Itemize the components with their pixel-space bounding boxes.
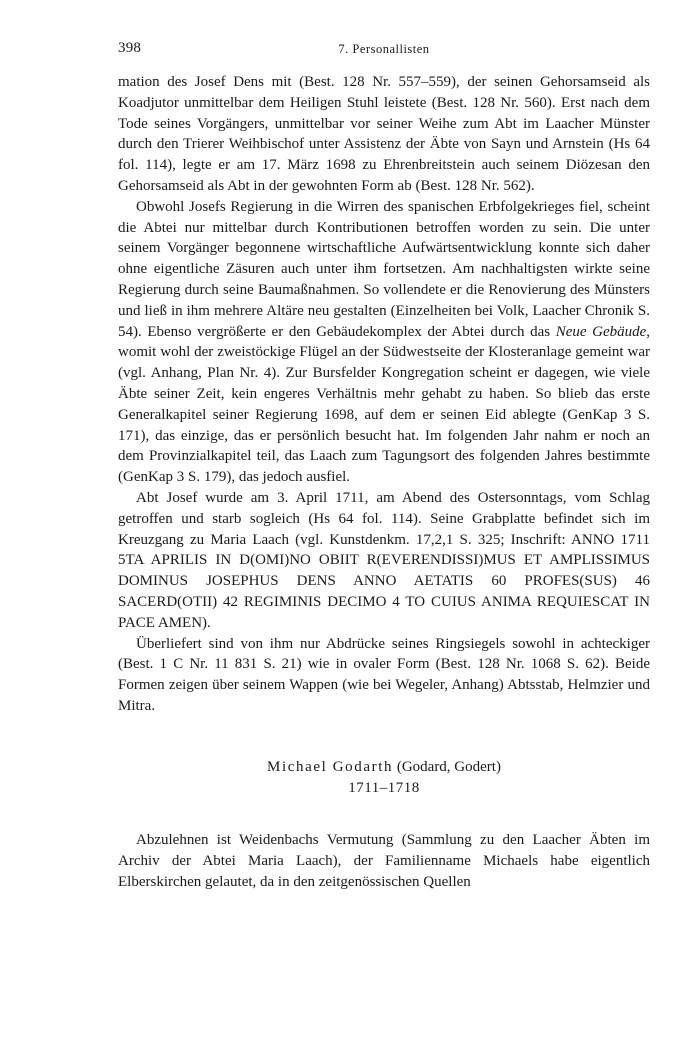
section-heading-name: Michael Godarth (267, 758, 394, 775)
paragraph-tod: Abt Josef wurde am 3. April 1711, am Abend des Ostersonntags, vom Schlag getroffen und starb sogleich (Hs 64 fol. 114). Seine Grabplatte befindet sich im Kreuzgang zu Maria Laach (vgl. Kunstdenkm. 17,2,1 S. 325; Inschrift: ANNO 1711 5TA APRILIS IN D(OMI)NO OBIIT R(EVERENDISSI)MUS ET AMPLISSIMUS DOMINUS JOSEPHUS DENS ANNO AETATIS 60 PROFES(SUS) 46 SACERD(OTII) 42 REGIMINIS DECIMO 4 TO CUIUS ANIMA REQUIESCAT IN PACE AMEN). (118, 489, 650, 631)
section-heading (118, 757, 650, 778)
section-years: 1711–1718 (348, 779, 420, 796)
page-body (118, 72, 650, 893)
section-heading-variants: (Godard, Godert) (396, 758, 501, 775)
running-head: 7. Personallisten (338, 42, 430, 56)
paragraph-text: Obwohl Josefs Regierung in die Wirren des spanischen Erbfolgekrieges fiel, scheint die Abtei nur mittelbar durch Kontributionen betroffen worden zu sein. Die unter seinem Vorgänger begonnene wirtschaftliche Aufwärtsentwicklung konnte sich daher ohne eigentliche Zäsuren auch unter ihm fortsetzen. Am nachhaltigsten wirkte seine Regierung durch seine Baumaßnahmen. So vollendete er die Renovierung des Münsters und ließ in ihm mehrere Altäre neu gestalten (Einzelheiten bei Volk, Laacher Chronik S. 54). Ebenso vergrößerte er den Gebäudekomplex der Abtei durch das (118, 198, 650, 340)
emphasis-neue-gebaeude: Neue Gebäude (555, 323, 647, 340)
paragraph-siegel: Überliefert sind von ihm nur Abdrücke seines Ringsiegels sowohl in achteckiger (Best. 1 C Nr. 11 831 S. 21) wie in ovaler Form (Best. 128 Nr. 1068 S. 62). Beide Formen zeigen über seinem Wappen (wie bei Wegeler, Anhang) Abtsstab, Helmzier und Mitra. (118, 635, 650, 714)
page-header (118, 40, 650, 64)
page-number: 398 (118, 40, 142, 56)
paragraph-text: , womit wohl der zweistöckige Flügel an der Südwestseite der Klosteranlage gemeint war (vgl. Anhang, Plan Nr. 4). Zur Bursfelder Kongregation scheint er dagegen, wie viele Äbte seiner Zeit, kein engeres Verhältnis mehr gehabt zu haben. So blieb das erste Generalkapitel seiner Regierung 1698, auf dem er seinen Eid ablegte (GenKap 3 S. 171), das einzige, das er persönlich besucht hat. Im folgenden Jahr nahm er noch an dem Provinzialkapitel teil, das Laach zum Tagungsort des folgenden Jahres bestimmte (GenKap 3 S. 179), das jedoch ausfiel. (118, 323, 651, 486)
paragraph-godarth: Abzulehnen ist Weidenbachs Vermutung (Sammlung zu den Laacher Äbten im Archiv der Abtei Maria Laach), der Familienname Michaels habe eigentlich Elberskirchen gelautet, da in den zeitgenössischen Quellen (118, 832, 650, 890)
paragraph-continuation: mation des Josef Dens mit (Best. 128 Nr. 557–559), der seinen Gehorsamseid als Koadjutor unmittelbar dem Heiligen Stuhl leistete (Best. 128 Nr. 560). Erst nach dem Tode seines Vorgängers, unmittelbar vor seiner Weihe zum Abt im Laacher Münster durch den Trierer Weihbischof unter Assistenz der Äbte von Sayn und Arnstein (Hs 64 fol. 114), legte er am 17. März 1698 zu Ehrenbreitstein auch seinem Diözesan den Gehorsamseid als Abt in der gewohnten Form ab (Best. 128 Nr. 562). (118, 74, 650, 194)
paragraph-regierung (118, 197, 650, 488)
